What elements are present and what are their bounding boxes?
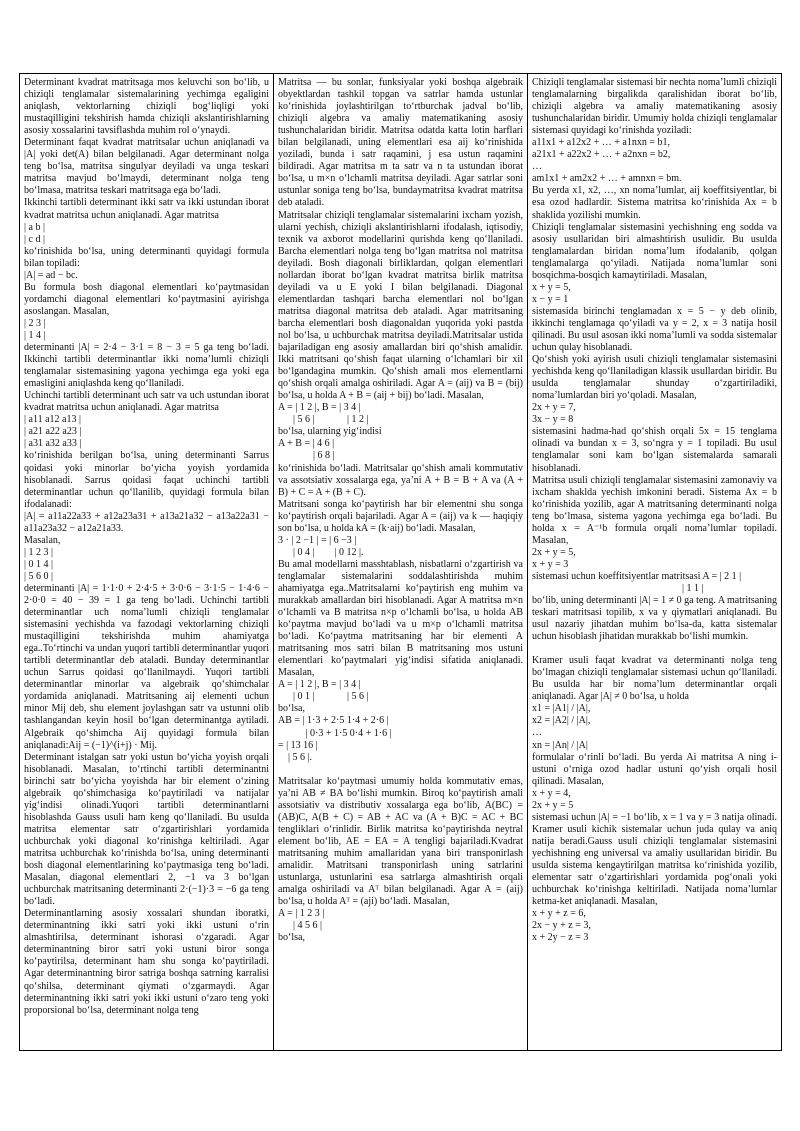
paragraph: xn = |An| / |A| xyxy=(532,739,588,751)
paragraph: Determinant kvadrat matritsaga mos keluvchi son bo‘lib, u chiziqli tenglamalar sistemalarining yechimga egaligini aniqlash, vektorlarning chiziqli bog‘liqligi yoki mustaqilligini tekshirish hamda chiziqli akslantirishlarning asosiy xossalarini tavsiflashda muhim rol o‘ynaydi. xyxy=(24,77,272,137)
paragraph: Matritsa — bu sonlar, funksiyalar yoki boshqa algebraik obyektlardan tashkil topgan va satrlar hamda ustunlar ko‘rinishida joylashtirilgan to‘rtburchak jadval bo‘lib, chiziqli algebra va amaliy matematikaning asosiy tushunchalaridan biridir. Matritsa odatda katta lotin harflari bilan belgilanadi, uning elementlari esa aij ko‘rinishida yoziladi, bunda i satr raqamini, j esa ustun raqamini bildiradi. Agar matritsa m ta satr va n ta ustundan iborat bo‘lsa, u m×n o‘lchamli matritsa deyiladi. Agar satrlar soni ustunlar soniga teng bo‘lsa, bundaymatritsa kvadrat matritsa deb ataladi. xyxy=(278,77,526,209)
paragraph: 2x + y = 5, xyxy=(532,546,576,558)
paragraph: Matritsani songa ko‘paytirish har bir elementni shu songa ko‘paytirish orqali bajariladi. Agar A = (aij) va k — haqiqiy son bo‘lsa, u holda kA = (k·aij) bo‘ladi. Masalan, xyxy=(278,498,526,534)
paragraph: … xyxy=(532,161,542,173)
paragraph: 2x − y + z = 3, xyxy=(532,920,591,932)
paragraph: Qo‘shish yoki ayirish usuli chiziqli tenglamalar sistemasini yechishda keng qo‘llaniladigan klassik usullardan biridir. Bu usulda tenglamalar shunday o‘zgartiriladiki, noma’lumlardan biri yo‘qoladi. Masalan, xyxy=(532,354,780,402)
paragraph: ko‘rinishida bo‘lsa, uning determinanti quyidagi formula bilan topiladi: xyxy=(24,245,272,269)
paragraph: a11x1 + a12x2 + … + a1nxn = b1, xyxy=(532,137,671,149)
paragraph: |A| = a11a22a33 + a12a23a31 + a13a21a32 − a13a22a31 − a11a23a32 − a12a21a33. xyxy=(24,510,272,534)
paragraph: x + y = 5, xyxy=(532,281,571,293)
paragraph: bo‘lsa, ularning yig‘indisi xyxy=(278,426,382,438)
paragraph xyxy=(532,643,777,655)
paragraph: | 0 4 | | 0 12 |. xyxy=(278,546,364,558)
paragraph: | 0 1 | | 5 6 | xyxy=(278,691,369,703)
paragraph: Determinantlarning asosiy xossalari shundan iboratki, determinantning ikki satri yoki ikki ustuni o‘rin almashtirilsa, determinant ishorasi o‘zgaradi. Agar determinantning biror satri yoki ustuni biror songa ko‘paytirilsa, determinant ham shu songa ko‘paytiriladi. Agar determinantning biror satriga boshqa satrning karralisi qo‘shilsa, determinant qiymati o‘zgarmaydi. Agar determinantning ikki satri yoki ikki ustuni o‘zaro teng yoki proporsional bo‘lsa, determinant nolga teng xyxy=(24,908,272,1016)
paragraph: | 0·3 + 1·5 0·4 + 1·6 | xyxy=(278,727,392,739)
paragraph: | 1 1 | xyxy=(532,582,704,594)
paragraph: sistemasini hadma-had qo‘shish orqali 5x = 15 tenglama olinadi va bundan x = 3, so‘ngra y = 1 topiladi. Bu usul tenglamalar soni kam bo‘lgan sistemalarda samarali hisoblanadi. xyxy=(532,426,780,474)
paragraph: … xyxy=(532,727,542,739)
paragraph: sistemasida birinchi tenglamadan x = 5 − y deb olinib, ikkinchi tenglamaga qo‘yiladi va y = 2, x = 3 natija hosil qilinadi. Bu usul asosan ikki noma’lumli va sodda sistemalar uchun qulay hisoblanadi. xyxy=(532,305,780,354)
paragraph: bo‘lsa, xyxy=(278,703,305,715)
document-page xyxy=(19,73,782,1051)
column-matritsa xyxy=(273,74,527,1050)
paragraph: Bu yerda x1, x2, …, xn noma’lumlar, aij koeffitsiyentlar, bi esa ozod hadlardir. Sistema matritsa ko‘rinishida Ax = b shaklida yozilishi mumkin. xyxy=(532,185,780,221)
paragraph: Chiziqli tenglamalar sistemasini yechishning eng sodda va asosiy usullaridan biri almashtirish usulidir. Bu usulda tenglamalardan biridan noma’lum ifodalanib, qolgan tenglamalarga qo‘yiladi. Natijada noma’lumlar soni bosqichma-bosqich kamaytiriladi. Masalan, xyxy=(532,221,780,281)
paragraph: bo‘lib, uning determinanti |A| = 1 ≠ 0 ga teng. A matritsaning teskari matritsasi topilib, x va y qiymatlari aniqlanadi. Bu usul nazariy jihatdan muhim bo‘lsa-da, katta sistemalar uchun hisoblash jihatidan murakkab bo‘lishi mumkin. xyxy=(532,595,780,643)
paragraph: | 4 5 6 | xyxy=(278,920,323,932)
paragraph: determinanti |A| = 1·1·0 + 2·4·5 + 3·0·6 − 3·1·5 − 1·4·6 − 2·0·0 = 40 − 39 = 1 ga teng bo‘ladi. Uchinchi tartibli determinantlar uch noma’lumli chiziqli tenglamalar sistemasini yechishda va fazodagi vektorlarning chiziqli mustaqilligini tekshirishda muhim ahamiyatga ega..To‘rtinchi va undan yuqori tartibli determinantlar yuqori tartibli determinantlar deb ataladi. Bunday determinantlar uchun Sarrus qoidasi qo‘llanilmaydi. Yuqori tartibli determinantlar minorlar va algebraik qo‘shimchalar yordamida aniqlanadi. Matritsaning aij elementi uchun minor Mij deb, shu element joylashgan satr va ustunni olib tashlangandan keyin hosil bo‘lgan determinantga aytiladi. Algebraik qo‘shimcha Aij quyidagi formula bilan aniqlanadi:Aij = (−1)^(i+j) · Mij. xyxy=(24,582,272,751)
paragraph: determinanti |A| = 2·4 − 3·1 = 8 − 3 = 5 ga teng bo‘ladi. Ikkinchi tartibli determinantlar ikki noma’lumli chiziqli tenglamalar sistemasining yagona yechimga ega yoki ega emasligini aniqlashda keng qo‘llaniladi. xyxy=(24,342,272,390)
paragraph: | a31 a32 a33 | xyxy=(24,438,82,450)
paragraph: x1 = |A1| / |A|, xyxy=(532,703,591,715)
paragraph: Uchinchi tartibli determinant uch satr va uch ustundan iborat kvadrat matritsa uchun aniqlanadi. Agar matritsa xyxy=(24,390,272,414)
paragraph: x + y = 4, xyxy=(532,787,571,799)
paragraph: Matritsa usuli chiziqli tenglamalar sistemasini zamonaviy va ixcham shaklda yechish imkonini beradi. Sistema Ax = b ko‘rinishida yozilib, agar A matritsaning determinanti nolga teng bo‘lmasa, sistema yagona yechimga ega bo‘ladi. Bu holda x = A⁻¹b formula orqali noma’lumlar topiladi. Masalan, xyxy=(532,474,780,546)
paragraph: 3x − y = 8 xyxy=(532,414,574,426)
paragraph: A + B = | 4 6 | xyxy=(278,438,335,450)
paragraph: am1x1 + am2x2 + … + amnxn = bm. xyxy=(532,173,682,185)
paragraph: sistemasi uchun |A| = −1 bo‘lib, x = 1 va y = 3 natija olinadi. Kramer usuli kichik sistemalar uchun juda qulay va aniq natija beradi.Gauss usuli chiziqli tenglamalar sistemasini yechishning eng universal va amaliy usullaridan biridir. Bu usulda sistema kengaytirilgan matritsa ko‘rinishida yozilib, elementar satr o‘zgartirishlari yordamida pog‘onali yoki uchburchak ko‘rinishga keltiriladi. Natijada noma’lumlar ketma-ket aniqlanadi. Masalan, xyxy=(532,811,780,908)
paragraph: sistemasi uchun koeffitsiyentlar matritsasi A = | 2 1 | xyxy=(532,570,742,582)
paragraph: Ikkinchi tartibli determinant ikki satr va ikki ustundan iborat kvadrat matritsa uchun aniqlanadi. Agar matritsa xyxy=(24,197,272,221)
column-tenglamalar xyxy=(527,74,781,1050)
paragraph: | 5 6 | | 1 2 | xyxy=(278,414,369,426)
paragraph xyxy=(278,764,523,776)
paragraph: Chiziqli tenglamalar sistemasi bir nechta noma’lumli chiziqli tenglamalarning birgalikda qaralishidan iborat bo‘lib, chiziqli algebra va amaliy matematikaning asosiy tushunchalaridan biridir. Umumiy holda chiziqli tenglamalar sistemasi quyidagi ko‘rinishda yoziladi: xyxy=(532,77,780,137)
paragraph: | 6 8 | xyxy=(278,450,335,462)
paragraph: = | 13 16 | xyxy=(278,739,318,751)
paragraph: x − y = 1 xyxy=(532,293,569,305)
paragraph: A = | 1 2 3 | xyxy=(278,908,325,920)
paragraph: Kramer usuli faqat kvadrat va determinanti nolga teng bo‘lmagan chiziqli tenglamalar sistemasi uchun qo‘llaniladi. Bu usulda har bir noma’lum determinantlar orqali aniqlanadi. Agar |A| ≠ 0 bo‘lsa, u holda xyxy=(532,655,780,703)
paragraph: x2 = |A2| / |A|, xyxy=(532,715,591,727)
paragraph: AB = | 1·3 + 2·5 1·4 + 2·6 | xyxy=(278,715,389,727)
paragraph: 2x + y = 7, xyxy=(532,402,576,414)
paragraph: Bu formula bosh diagonal elementlari ko‘paytmasidan yordamchi diagonal elementlari ko‘paytmasini ayirishga asoslangan. Masalan, xyxy=(24,281,272,317)
paragraph: | 5 6 0 | xyxy=(24,570,54,582)
paragraph: | a21 a22 a23 | xyxy=(24,426,82,438)
paragraph: ko‘rinishida bo‘ladi. Matritsalar qo‘shish amali kommutativ va assotsiativ xossalarga ega, ya’ni A + B = B + A va (A + B) + C = A + (B + C). xyxy=(278,462,526,498)
paragraph: A = | 1 2 |, B = | 3 4 | xyxy=(278,679,361,691)
paragraph: formulalar o‘rinli bo‘ladi. Bu yerda Ai matritsa A ning i-ustuni o‘rniga ozod hadlar ustuni qo‘yish orqali hosil qilinadi. Masalan, xyxy=(532,751,780,787)
paragraph: | 1 4 | xyxy=(24,329,46,341)
paragraph: Determinant istalgan satr yoki ustun bo‘yicha yoyish orqali hisoblanadi. Masalan, to‘rtinchi tartibli determinantni birinchi satr bo‘yicha yoyishda har bir element o‘zining algebraik qo‘shimchasiga ko‘paytiriladi va natijalar yig‘indisi olinadi.Yuqori tartibli determinantlarni hisoblashda Gauss usuli ham keng qo‘llaniladi. Bu usulda matritsa elementar satr o‘zgartirishlari yordamida uchburchak yoki diagonal ko‘rinishga keltiriladi. Agar matritsa uchburchak ko‘rinishda bo‘lsa, uning determinanti bosh diagonal elementlarining ko‘paytmasiga teng bo‘ladi. Masalan, diagonal elementlari 2, −1 va 3 bo‘lgan uchburchak matritsaning determinanti 2·(−1)·3 = −6 ga teng bo‘ladi. xyxy=(24,751,272,908)
paragraph: ko‘rinishida berilgan bo‘lsa, uning determinanti Sarrus qoidasi yoki minorlar bo‘yicha yoyish yordamida hisoblanadi. Sarrus qoidasi faqat uchinchi tartibli determinantlar uchun qo‘llanilib, quyidagi formula bilan ifodalanadi: xyxy=(24,450,272,510)
paragraph: 2x + y = 5 xyxy=(532,799,574,811)
paragraph: | 2 3 | xyxy=(24,317,46,329)
paragraph: | c d | xyxy=(24,233,45,245)
paragraph: Bu amal modellarni masshtablash, nisbatlarni o‘zgartirish va tenglamalar sistemalarini soddalashtirishda muhim ahamiyatga ega..Matritsalarni ko‘paytirish eng muhim va murakkab amallardan biri hisoblanadi. Agar A matritsa m×n o‘lchamli va B matritsa n×p o‘lchamli bo‘lsa, u holda AB ko‘paytma mavjud bo‘ladi va u m×p o‘lchamli matritsa bo‘ladi. Ko‘paytma matritsaning har bir elementi A matritsaning mos satri bilan B matritsaning mos ustuni elementlari ko‘paytmalari yig‘indisi sifatida aniqlanadi. Masalan, xyxy=(278,558,526,679)
paragraph: |A| = ad − bc. xyxy=(24,269,78,281)
column-determinant xyxy=(20,74,273,1050)
paragraph: | 1 2 3 | xyxy=(24,546,54,558)
paragraph: Masalan, xyxy=(24,534,61,546)
paragraph: | a11 a12 a13 | xyxy=(24,414,81,426)
paragraph: Matritsalar ko‘paytmasi umumiy holda kommutativ emas, ya’ni AB ≠ BA bo‘lishi mumkin. Biroq ko‘paytirish amali assotsiativ va distributiv xossalarga ega bo‘lib, A(BC) = (AB)C, A(B + C) = AB + AC va (A + B)C = AC + BC tengliklari o‘rinlidir. Birlik matritsa ko‘paytirishda neytral element bo‘lib, AE = EA = A tengligi bajariladi.Kvadrat matritsaning muhim amallaridan yana biri transponirlash amalidir. Matritsani transponirlash uning satrlarini ustunlarga, ustunlarini esa satrlarga almashtirish orqali amalga oshiriladi va Aᵀ bilan belgilanadi. Agar A = (aij) bo‘lsa, u holda Aᵀ = (aji) bo‘ladi. Masalan, xyxy=(278,775,526,908)
paragraph: x + y = 3 xyxy=(532,558,569,570)
paragraph: | 5 6 |. xyxy=(278,751,313,763)
paragraph: A = | 1 2 |, B = | 3 4 | xyxy=(278,402,361,414)
paragraph: | a b | xyxy=(24,221,45,233)
paragraph: a21x1 + a22x2 + … + a2nxn = b2, xyxy=(532,149,671,161)
paragraph: bo‘lsa, xyxy=(278,932,305,944)
paragraph: Matritsalar chiziqli tenglamalar sistemalarini ixcham yozish, ularni yechish, chiziqli akslantirishlarni ifodalash, iqtisodiy, texnik va axborot modellarini qurishda keng qo‘llaniladi. Barcha elementlari nolga teng bo‘lgan matritsa nol matritsa deyiladi. Bosh diagonali birliklardan, qolgan elementlari nollardan iborat bo‘lgan kvadrat matritsa birlik matritsa deyiladi va u E yoki I bilan belgilanadi. Diagonal elementlardan tashqari barcha elementlari nol bo‘lgan matritsa diagonal matritsa deb ataladi. Agar matritsaning barcha elementlari bosh diagonaldan yuqorida yoki pastda nol bo‘lsa, u uchburchak matritsa deyiladi.Matritsalar ustida bajariladigan eng asosiy amallardan biri qo‘shish amalidir. Ikki matritsani qo‘shish faqat ularning o‘lchamlari bir xil bo‘lgandagina mumkin. Qo‘shish amali mos elementlarni qo‘shish orqali amalga oshiriladi. Agar A = (aij) va B = (bij) bo‘lsa, u holda A + B = (aij + bij) bo‘ladi. Masalan, xyxy=(278,209,526,402)
paragraph: x + y + z = 6, xyxy=(532,908,586,920)
paragraph: x + 2y − z = 3 xyxy=(532,932,589,944)
paragraph: | 0 1 4 | xyxy=(24,558,54,570)
paragraph: 3 · | 2 −1 | = | 6 −3 | xyxy=(278,534,357,546)
paragraph: Determinant faqat kvadrat matritsalar uchun aniqlanadi va |A| yoki det(A) bilan belgilanadi. Agar determinant nolga teng bo‘lsa, matritsa singulyar deyiladi va unga teskari matritsa mavjud bo‘lmaydi, determinant nolga teng bo‘lmasa, matritsa teskari matritsaga ega bo‘ladi. xyxy=(24,137,272,197)
